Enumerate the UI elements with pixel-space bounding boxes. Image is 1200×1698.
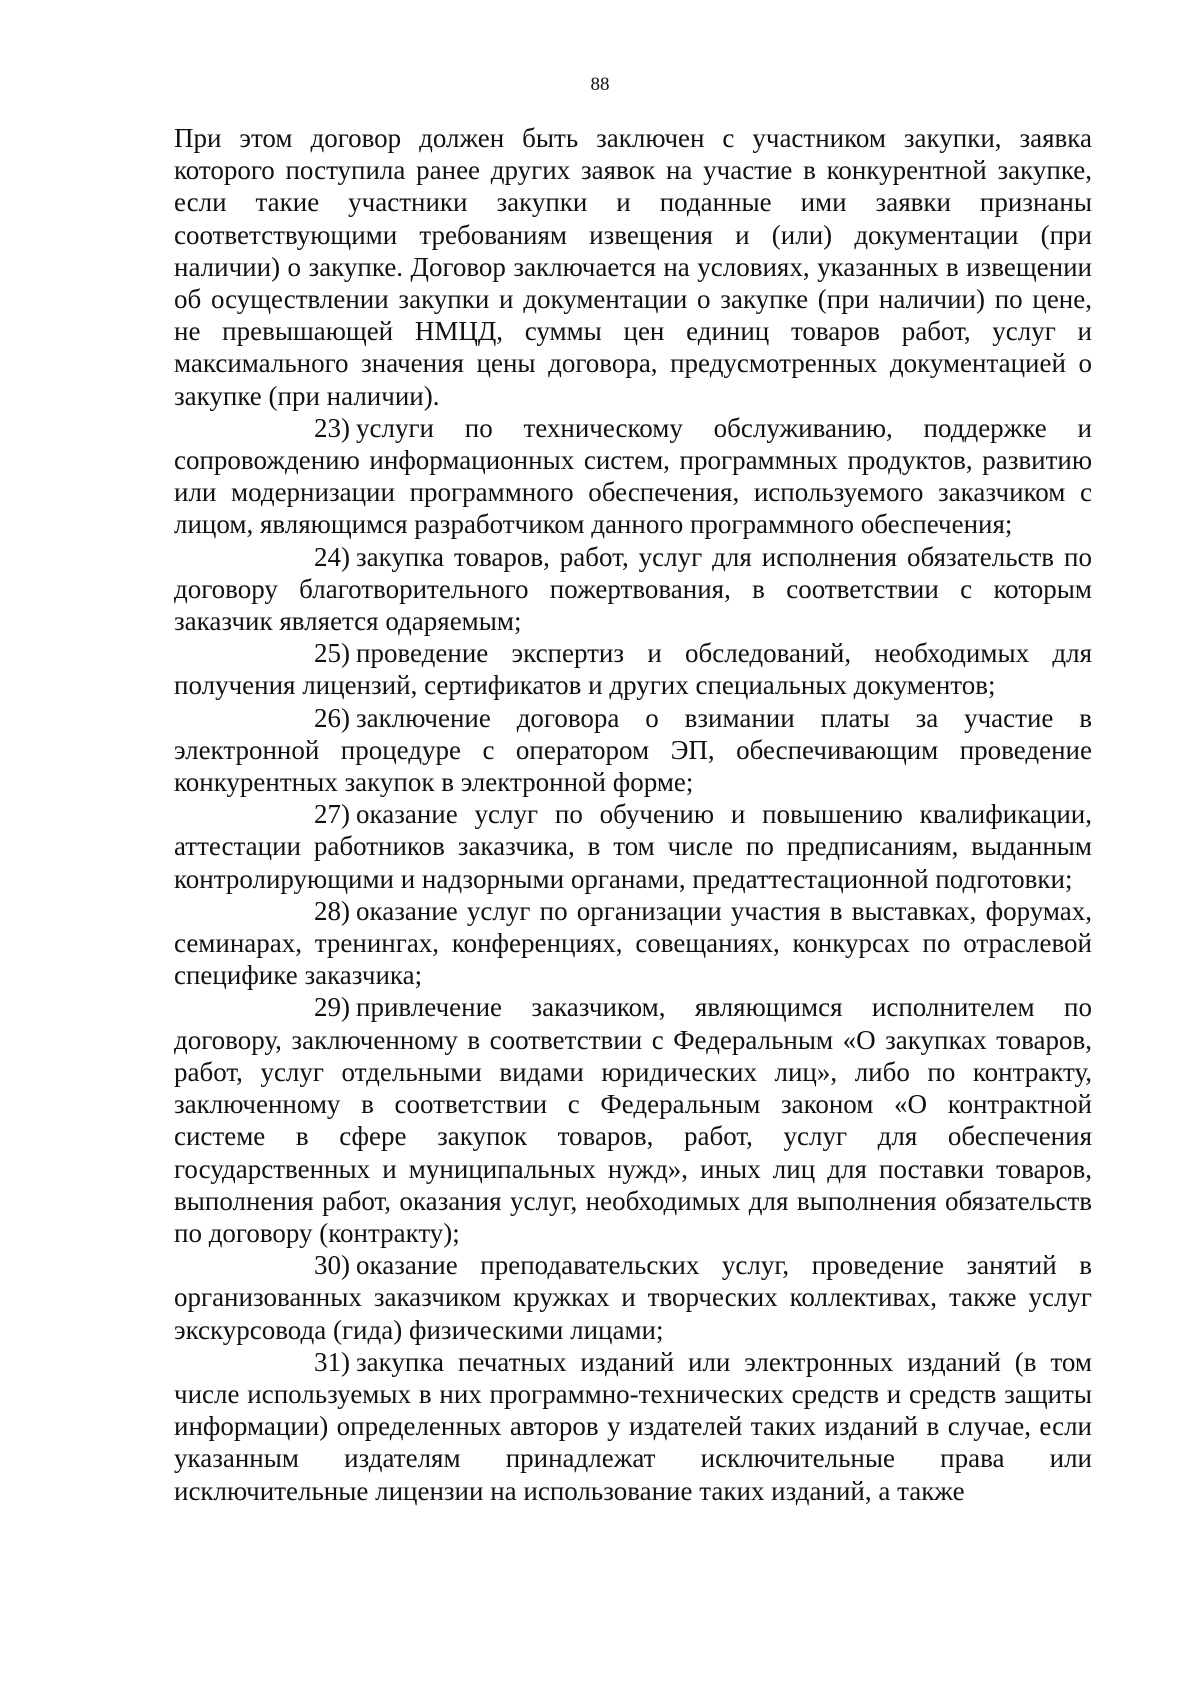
item-number: 26) (314, 702, 350, 733)
item-text: проведение экспертиз и обследований, необходимых для получения лицензий, сертификатов и других специальных документов; (174, 638, 1092, 701)
item-text: оказание преподавательских услуг, проведение занятий в организованных заказчиком кружках и творческих коллективах, также услуг экскурсовода (гида) физическими лицами; (174, 1250, 1092, 1345)
list-item-27 (174, 798, 1092, 895)
document-body (174, 122, 1092, 1507)
item-text: закупка печатных изданий или электронных изданий (в том числе используемых в них программно-технических средств и средств защиты информации) определенных авторов у издателей таких изданий в случае, если указанным издателям принадлежат исключительные права или исключительные лицензии на использование таких изданий, а также (174, 1346, 1092, 1506)
item-number: 31) (314, 1346, 350, 1377)
item-text: оказание услуг по обучению и повышению квалификации, аттестации работников заказчика, в том числе по предписаниям, выданным контролирующими и надзорными органами, предаттестационной подготовки; (174, 799, 1092, 894)
item-number: 29) (314, 992, 350, 1023)
list-item-30 (174, 1249, 1092, 1346)
list-item-24 (174, 541, 1092, 638)
item-number: 25) (314, 638, 350, 669)
list-item-29 (174, 991, 1092, 1249)
item-number: 28) (314, 895, 350, 926)
list-item-28 (174, 895, 1092, 992)
item-number: 30) (314, 1250, 350, 1281)
item-text: услуги по техническому обслуживанию, поддержке и сопровождению информационных систем, программных продуктов, развитию или модернизации программного обеспечения, используемого заказчиком с лицом, являющимся разработчиком данного программного обеспечения; (174, 412, 1092, 540)
item-number: 23) (314, 412, 350, 443)
list-item-23 (174, 412, 1092, 541)
item-text: заключение договора о взимании платы за участие в электронной процедуре с оператором ЭП, обеспечивающим проведение конкурентных закупок в электронной форме; (174, 702, 1092, 798)
intro-paragraph: При этом договор должен быть заключен с участником закупки, заявка которого поступила ранее других заявок на участие в конкурентной закупке, если такие участники закупки и поданные ими заявки признаны соответствующими требованиям извещения и (или) документации (при наличии) о закупке. Договор заключается на условиях, указанных в извещении об осуществлении закупки и документации о закупке (при наличии) по цене, не превышающей НМЦД, суммы цен единиц товаров работ, услуг и максимального значения цены договора, предусмотренных документацией о закупке (при наличии). (174, 123, 1092, 411)
item-text: закупка товаров, работ, услуг для исполнения обязательств по договору благотворительного пожертвования, в соответствии с которым заказчик является одаряемым; (174, 541, 1092, 637)
item-text: оказание услуг по организации участия в выставках, форумах, семинарах, тренингах, конференциях, совещаниях, конкурсах по отраслевой специфике заказчика; (174, 895, 1092, 991)
item-number: 24) (314, 541, 350, 572)
list-item-25 (174, 637, 1092, 701)
item-text: привлечение заказчиком, являющимся исполнителем по договору, заключенному в соответствии с Федеральным «О закупках товаров, работ, услуг отдельными видами юридических лиц», либо по контракту, заключенному в соответствии с Федеральным законом «О контрактной системе в сфере закупок товаров, работ, услуг для обеспечения государственных и муниципальных нужд», иных лиц для поставки товаров, выполнения работ, оказания услуг, необходимых для выполнения обязательств по договору (контракту); (174, 992, 1092, 1248)
list-item-31 (174, 1346, 1092, 1507)
list-item-26 (174, 702, 1092, 799)
page-number: 88 (590, 74, 610, 95)
item-number: 27) (314, 799, 350, 830)
